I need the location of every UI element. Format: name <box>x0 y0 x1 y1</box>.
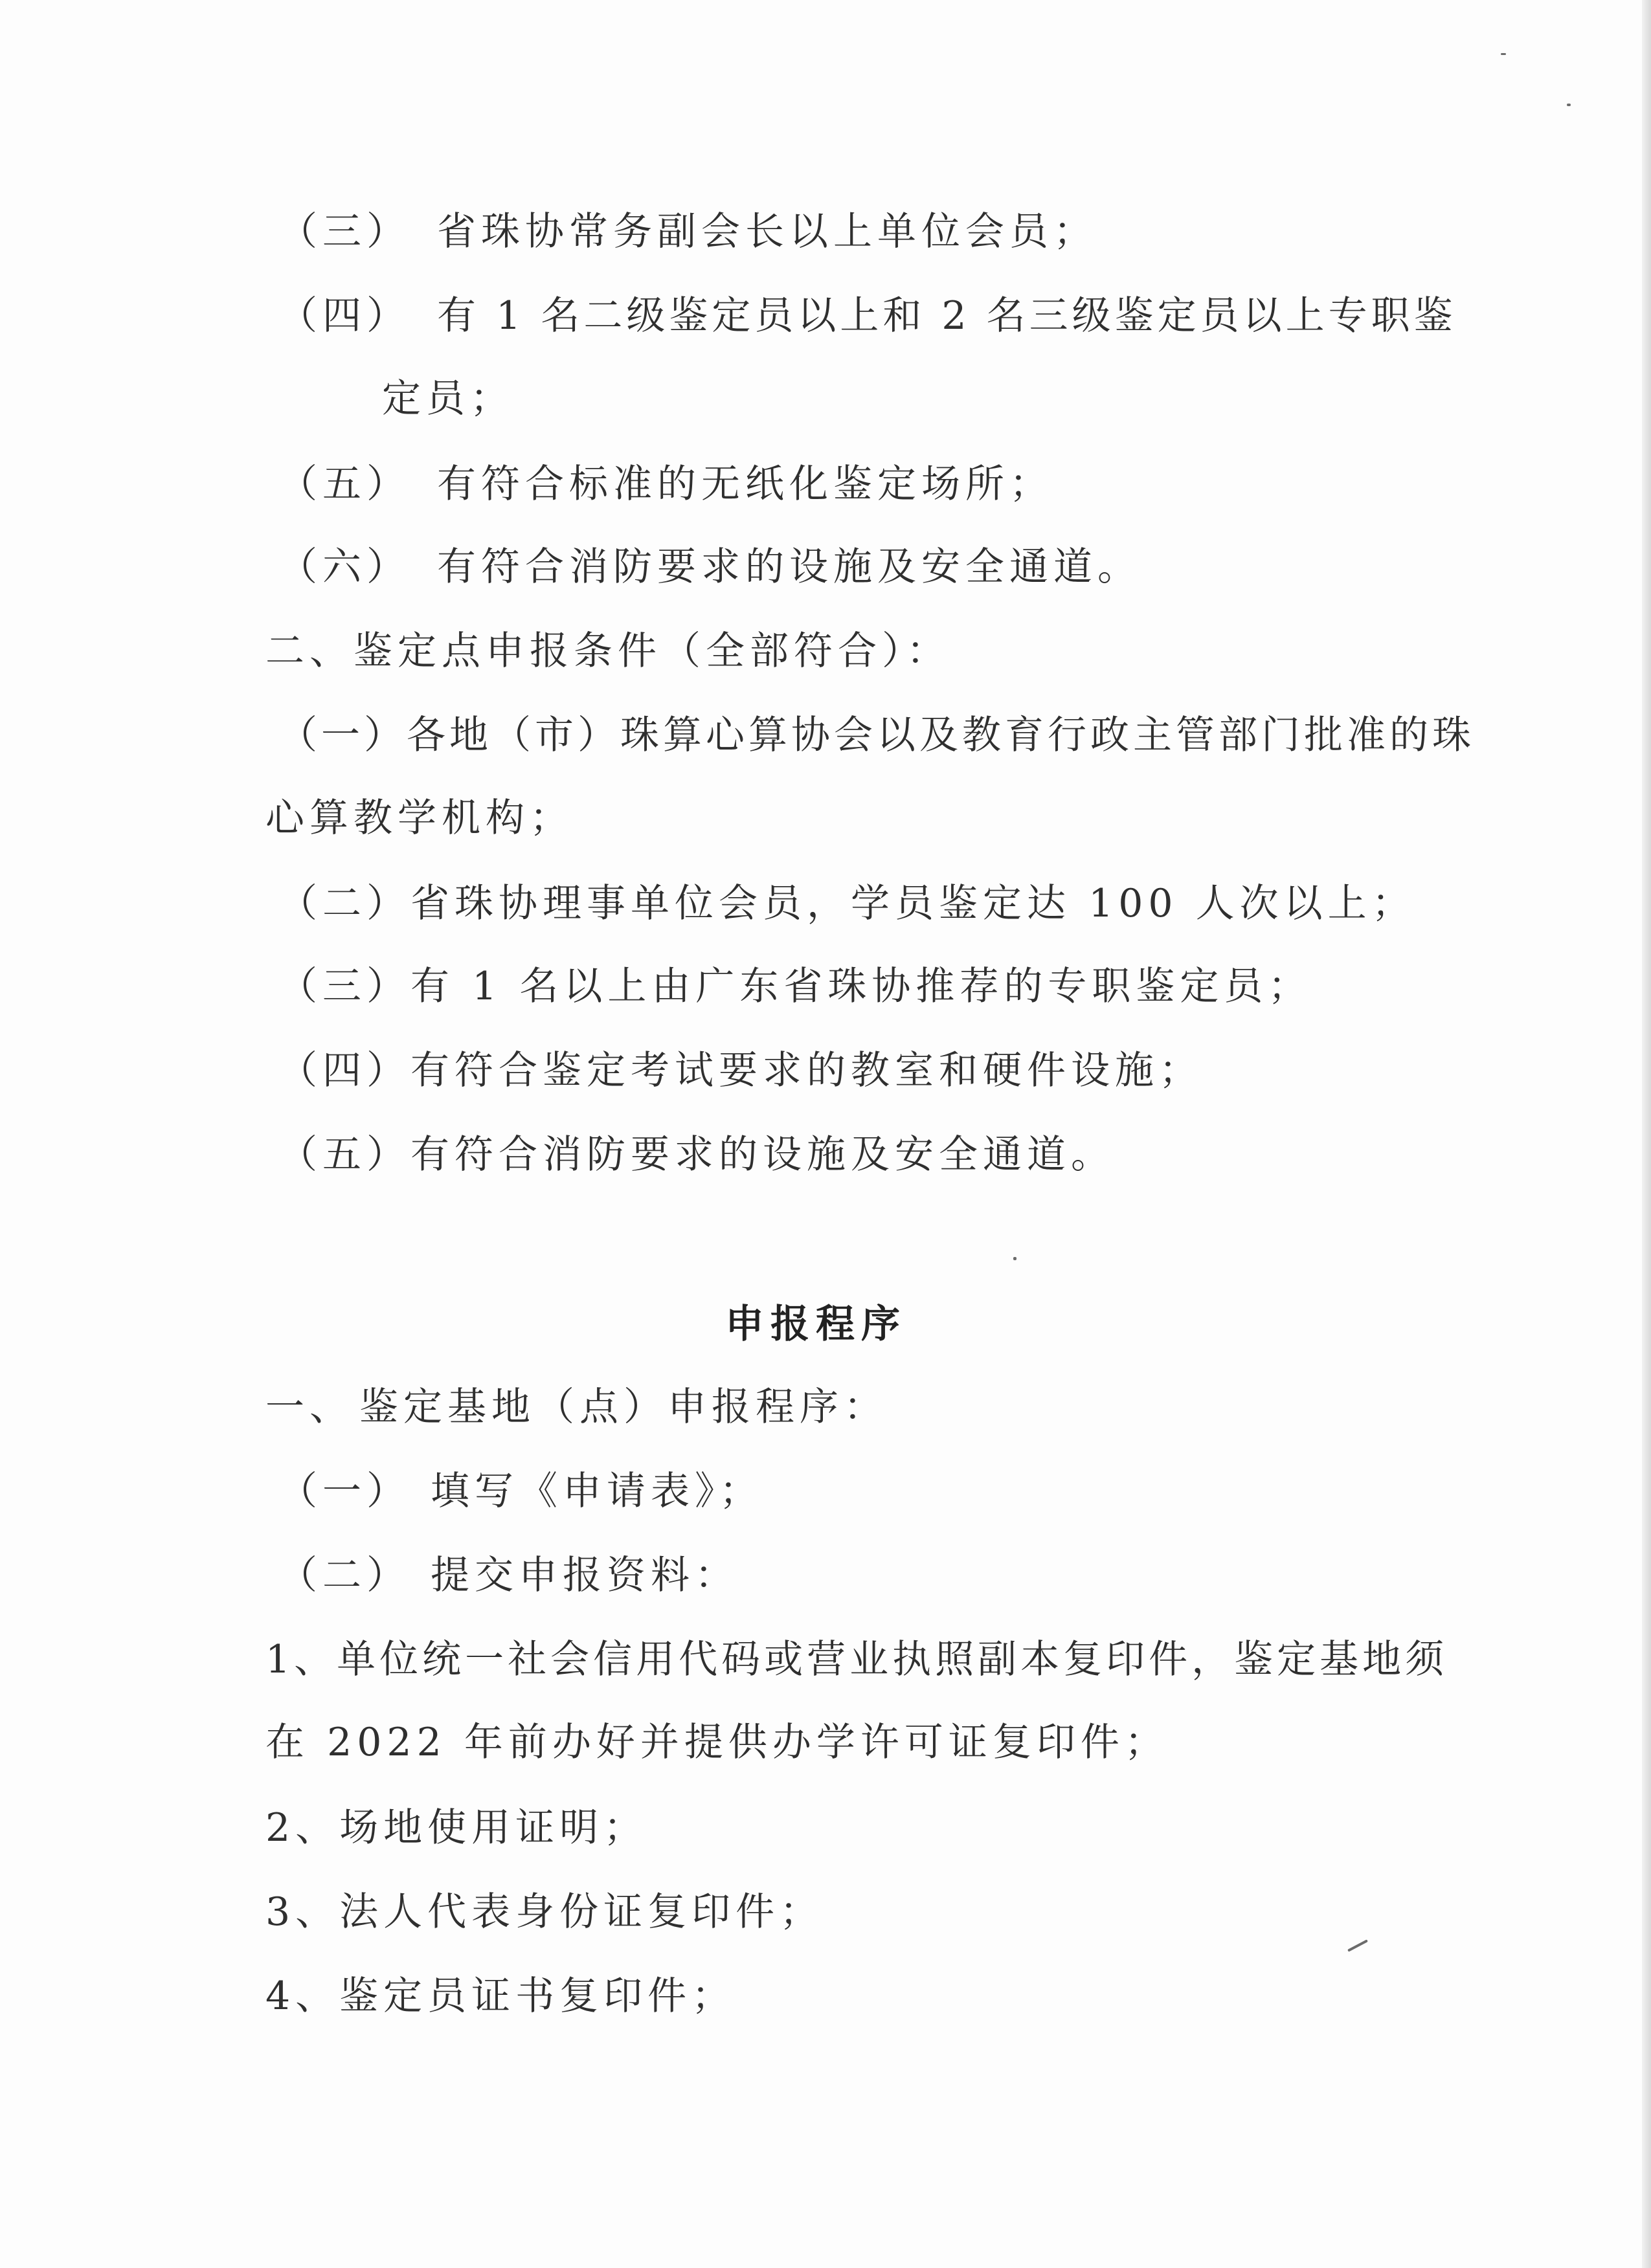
item-marker: （一） <box>278 1469 410 1514</box>
item-text: 有 1 名二级鉴定员以上和 2 名三级鉴定员以上专职鉴 <box>437 293 1457 339</box>
scan-speck <box>1567 104 1571 106</box>
page-heading: 申报程序 <box>725 1302 906 1347</box>
item-text: （三）有 1 名以上由广东省珠协推荐的专职鉴定员； <box>278 964 1312 1009</box>
numbered-item: 1、单位统一社会信用代码或营业执照副本复印件，鉴定基地须 <box>265 1637 1448 1682</box>
scan-speck <box>1013 1257 1016 1260</box>
item-text: 提交申报资料： <box>431 1553 739 1598</box>
scan-speck <box>1501 53 1506 55</box>
numbered-item-continuation: 在 2022 年前办好并提供办学许可证复印件； <box>265 1720 1169 1765</box>
item-marker: （六） <box>278 544 410 590</box>
section-heading: 鉴定基地（点）申报程序： <box>359 1384 888 1430</box>
numbered-item: 4、鉴定员证书复印件； <box>265 1973 736 2019</box>
item-marker: （四） <box>278 293 410 339</box>
section-heading: 二、鉴定点申报条件（全部符合）： <box>265 628 950 674</box>
item-text-continuation: 定员； <box>382 376 514 421</box>
item-text: （一）各地（市）珠算心算协会以及教育行政主管部门批准的珠 <box>278 713 1475 758</box>
numbered-item: 2、场地使用证明； <box>265 1805 648 1851</box>
item-text: 省珠协常务副会长以上单位会员； <box>437 209 1097 254</box>
item-text-continuation: 心算教学机构； <box>265 795 574 841</box>
item-text: 有符合消防要求的设施及安全通道。 <box>437 544 1141 590</box>
item-text: 有符合标准的无纸化鉴定场所； <box>437 461 1053 507</box>
item-text: （四）有符合鉴定考试要求的教室和硬件设施； <box>278 1048 1203 1093</box>
section-marker: 一、 <box>265 1384 354 1430</box>
scan-speck <box>1347 1939 1368 1951</box>
item-marker: （五） <box>278 461 410 507</box>
item-text: （二）省珠协理事单位会员，学员鉴定达 100 人次以上； <box>278 881 1416 926</box>
item-text: （五）有符合消防要求的设施及安全通道。 <box>278 1132 1115 1177</box>
item-marker: （二） <box>278 1553 410 1598</box>
item-marker: （三） <box>278 209 410 254</box>
numbered-item: 3、法人代表身份证复印件； <box>265 1889 824 1935</box>
item-text: 填写《申请表》； <box>431 1469 763 1514</box>
scan-edge <box>1642 0 1651 2268</box>
